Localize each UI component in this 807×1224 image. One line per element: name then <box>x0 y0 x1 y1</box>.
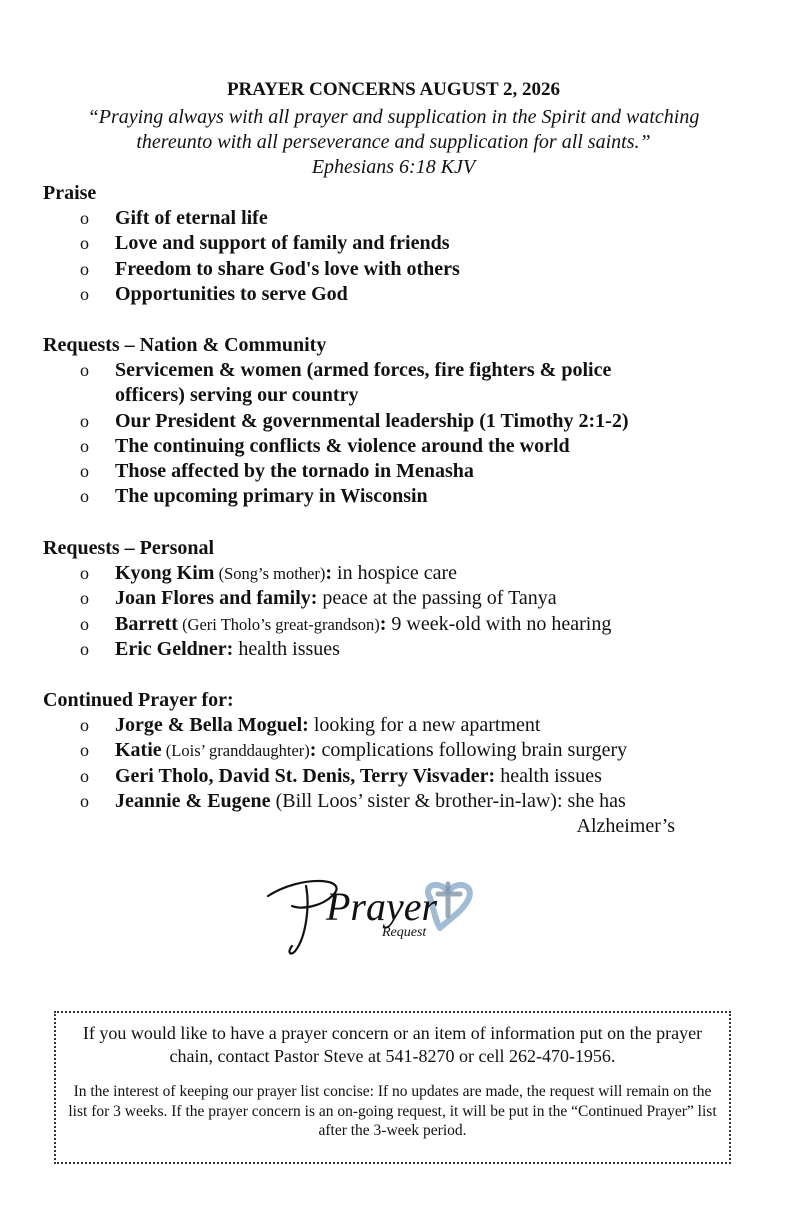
info-box <box>54 1011 731 1164</box>
list-item <box>43 637 763 662</box>
list-item <box>43 789 763 840</box>
list-item <box>43 586 763 611</box>
bullet-icon: o <box>80 790 89 811</box>
request-detail: health issues <box>233 637 340 660</box>
bullet-icon: o <box>80 410 89 431</box>
nation-text: Those affected by the tornado in Menasha <box>115 460 474 483</box>
bullet-icon: o <box>80 258 89 279</box>
list-item <box>43 764 763 789</box>
bullet-icon: o <box>80 765 89 786</box>
bullet-icon: o <box>80 638 89 659</box>
personal-list <box>43 561 763 662</box>
request-detail: 9 week-old with no hearing <box>386 612 612 635</box>
verse-line-1: “Praying always with all prayer and supplication in the Spirit and watching <box>87 106 700 128</box>
request-detail: peace at the passing of Tanya <box>317 587 557 610</box>
person-name: Joan Flores and family: <box>115 587 318 610</box>
bullet-icon: o <box>80 740 89 761</box>
separator: : <box>325 562 333 584</box>
logo-subtitle: Request <box>382 925 427 940</box>
request-detail: (Bill Loos’ sister & brother-in-law): she has <box>270 789 626 812</box>
person-name: Barrett <box>115 612 178 635</box>
verse-reference: Ephesians 6:18 KJV <box>311 156 476 178</box>
bullet-icon: o <box>80 715 89 735</box>
person-name: Kyong Kim <box>115 562 215 584</box>
list-item <box>43 434 763 459</box>
continued-prayer-section <box>43 688 763 839</box>
nation-text: Our President & governmental leadership (1 Timothy 2:1-2) <box>115 409 629 432</box>
bullet-icon: o <box>80 208 89 228</box>
person-name: Jeannie & Eugene <box>115 789 271 812</box>
verse-line-2: thereunto with all perseverance and supplication for all saints.” <box>136 131 651 153</box>
bullet-icon: o <box>80 435 89 456</box>
praise-text: Opportunities to serve God <box>115 282 348 305</box>
list-item <box>43 561 763 586</box>
praise-text: Love and support of family and friends <box>115 232 450 255</box>
person-name: Geri Tholo, David St. Denis, Terry Visvader: <box>115 764 496 787</box>
person-note: (Lois’ granddaughter) <box>161 741 310 761</box>
praise-list <box>43 206 763 307</box>
person-note: (Song’s mother) <box>214 564 326 583</box>
request-detail-continuation: Alzheimer’s <box>576 815 675 838</box>
bullet-icon: o <box>80 360 89 380</box>
nation-text: Servicemen & women (armed forces, fire fighters & police officers) serving our country <box>115 359 612 407</box>
person-name: Katie <box>115 739 162 762</box>
list-item <box>43 282 763 307</box>
policy-paragraph: In the interest of keeping our prayer list concise: If no updates are made, the request will remain on the list for 3 weeks. If the prayer concern is an on-going request, it will be put in the “Continued Prayer” list after the 3-week period. <box>68 1083 717 1139</box>
bullet-icon: o <box>80 613 89 634</box>
request-detail: complications following brain surgery <box>316 739 628 762</box>
bullet-icon: o <box>80 486 89 507</box>
person-name: Jorge & Bella Moguel: <box>115 714 309 736</box>
list-item <box>43 358 763 409</box>
list-item <box>43 459 763 484</box>
nation-list <box>43 358 763 510</box>
person-note: (Geri Tholo’s great-grandson) <box>177 614 380 634</box>
bullet-icon: o <box>80 233 89 254</box>
contact-paragraph: If you would like to have a prayer concern or an item of information put on the prayer chain, contact Pastor Steve at 541-8270 or cell 262-470-1956. <box>82 1023 703 1066</box>
nation-text: The continuing conflicts & violence around the world <box>115 434 570 457</box>
continued-list <box>43 713 763 839</box>
bullet-icon: o <box>80 283 89 304</box>
request-detail: looking for a new apartment <box>308 714 541 736</box>
list-item <box>43 231 763 256</box>
praise-text: Gift of eternal life <box>115 207 268 229</box>
praise-heading: Praise <box>43 182 97 204</box>
bullet-icon: o <box>80 588 89 609</box>
list-item <box>43 206 763 231</box>
continued-heading: Continued Prayer for: <box>43 689 234 711</box>
list-item <box>43 612 763 637</box>
personal-heading: Requests – Personal <box>43 537 215 559</box>
list-item <box>43 257 763 282</box>
person-name: Eric Geldner: <box>115 637 234 660</box>
separator: : <box>379 612 387 635</box>
prayer-request-logo <box>262 866 510 958</box>
nation-text: The upcoming primary in Wisconsin <box>115 485 428 508</box>
page-title: PRAYER CONCERNS AUGUST 2, 2026 <box>226 79 561 100</box>
bullet-icon: o <box>80 461 89 482</box>
list-item <box>43 409 763 434</box>
request-detail: health issues <box>495 764 602 787</box>
request-detail: in hospice care <box>332 562 457 584</box>
personal-section <box>43 536 763 662</box>
nation-heading: Requests – Nation & Community <box>43 334 327 356</box>
list-item <box>43 484 763 509</box>
praise-text: Freedom to share God's love with others <box>115 257 460 280</box>
nation-community-section <box>43 333 763 510</box>
list-item <box>43 713 763 738</box>
bullet-icon: o <box>80 563 89 583</box>
scripture-verse <box>0 105 787 180</box>
separator: : <box>309 739 317 762</box>
logo-word: Prayer <box>326 884 438 929</box>
list-item <box>43 738 763 763</box>
praise-section <box>43 181 763 307</box>
